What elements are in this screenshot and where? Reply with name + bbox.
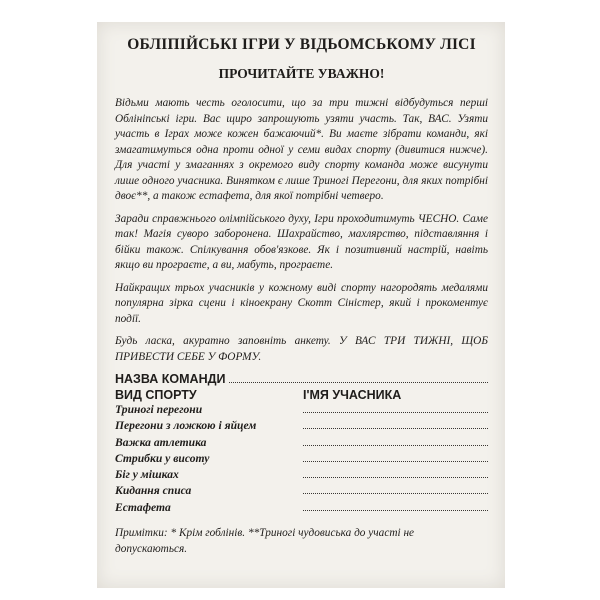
sport-name: Триногі перегони — [115, 403, 203, 416]
page-content — [115, 36, 488, 557]
participant-field[interactable] — [303, 419, 488, 429]
sport-name: Перегони з ложкою і яйцем — [115, 419, 257, 433]
participant-column-header: І'МЯ УЧАСНИКА — [303, 388, 402, 402]
team-name-row — [115, 372, 488, 387]
team-name-label: НАЗВА КОМАНДИ — [115, 372, 226, 386]
participant-field[interactable] — [303, 501, 488, 511]
page-subtitle: ПРОЧИТАЙТЕ УВАЖНО! — [218, 66, 385, 81]
sport-row — [115, 436, 488, 452]
sport-name: Естафета — [115, 500, 171, 514]
footnotes: Примітки: * Крім гоблінів. **Триногі чудовиська до участі не допускаються. — [115, 527, 415, 556]
sport-row — [115, 484, 488, 500]
book-page — [97, 22, 505, 588]
participant-field[interactable] — [303, 403, 488, 413]
sport-row — [115, 419, 488, 435]
participant-field[interactable] — [303, 452, 488, 462]
sport-name: Важка атлетика — [115, 435, 207, 449]
paragraph-announcement: Відьми мають честь оголосити, що за три тижні відбудуться перші Облініпські ігри. Вас щиро запрошують узяти участь. Так, ВАС. Узяти участь в Іграх може кожен бажаючий*. Ви маєте зібрати команди, які змагатимуться одна проти одної у семи видах спорту (дивитися нижче). Для участі у змаганнях з окремого виду спорту команда може висунути лише одного учасника. Винятком є лише Триногі Перегони, для яких потрібні двоє**, а також естафета, для якої потрібні четверо. — [115, 97, 488, 202]
paragraph-rules: Заради справжнього олімпійського духу, Ігри проходитимуть ЧЕСНО. Саме так! Магія суворо заборонена. Шахрайство, махлярство, підставляння і бійки також. Спілкування обов'язкове. Як і позитивний настрій, навіть якщо ви програєте, а ви, мабуть, програєте. — [115, 212, 488, 271]
participant-field[interactable] — [303, 468, 488, 478]
sport-row — [115, 501, 488, 517]
team-name-field[interactable] — [229, 372, 489, 383]
sport-name: Стрибки у висоту — [115, 451, 210, 465]
participant-field[interactable] — [303, 484, 488, 494]
participant-field[interactable] — [303, 436, 488, 446]
sport-name: Кидання списа — [115, 484, 192, 498]
page-title: ОБЛІПІЙСЬКІ ІГРИ У ВІДЬОМСЬКОМУ ЛІСІ — [127, 36, 476, 53]
sport-row — [115, 452, 488, 468]
sport-row — [115, 468, 488, 484]
sport-column-header: ВИД СПОРТУ — [115, 388, 197, 402]
sport-row — [115, 403, 488, 419]
paragraph-medals: Найкращих трьох учасників у кожному виді спорту нагородять медалями популярна зірка сцени і кіноекрану Скотт Сіністер, який і прокоментує події. — [115, 281, 488, 325]
paragraph-instructions: Будь ласка, акуратно заповніть анкету. У ВАС ТРИ ТИЖНІ, ЩОБ ПРИВЕСТИ СЕБЕ У ФОРМУ. — [115, 335, 488, 363]
form-header-row — [115, 388, 488, 403]
sport-name: Біг у мішках — [115, 468, 179, 482]
